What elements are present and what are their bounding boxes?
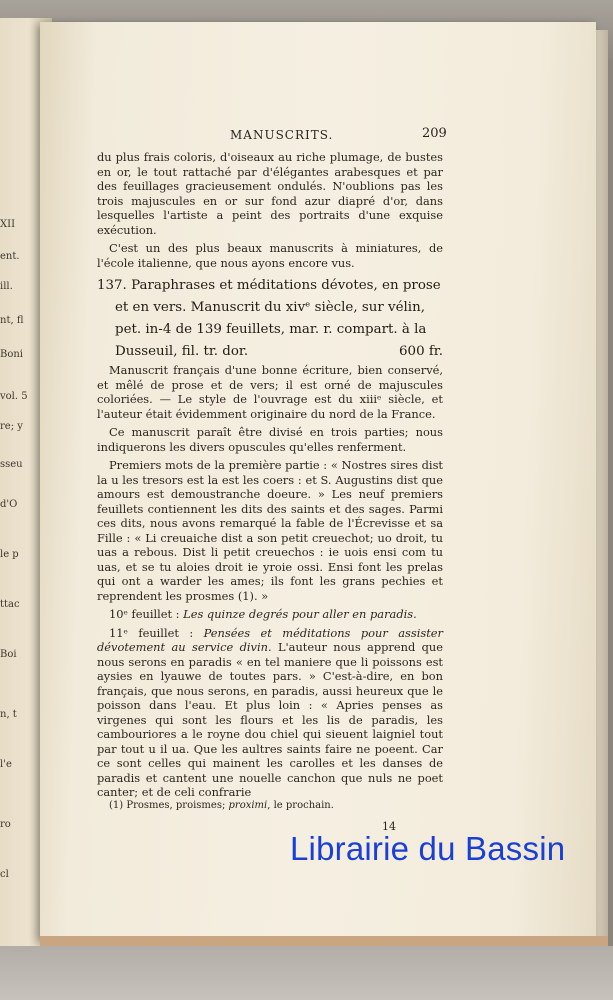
watermark: Librairie du Bassin	[290, 830, 566, 867]
left-page-fragment: ttac	[0, 599, 20, 610]
footnote-italic: proximi	[228, 800, 268, 811]
left-page-fragment: XII	[0, 219, 16, 230]
left-page-fragment: cl	[0, 869, 9, 880]
left-page-fragment: d'O	[0, 499, 18, 510]
left-page-fragment: sseu	[0, 459, 23, 470]
paragraph: du plus frais coloris, d'oiseaux au riche plumage, de bustes en or, le tout rattaché par d'élégantes arabesques et par des feuillages gracieusement ondulés. N'oublions pas les trois majuscules en or sur fond azur diapré d'or, dans lesquelles l'artiste a peint des portraits d'une exquise exécution.	[97, 150, 443, 237]
left-page-fragment: Boni	[0, 349, 24, 360]
entry-price: 600 fr.	[399, 344, 443, 359]
page-bottom-edge	[40, 936, 608, 946]
text-block-top	[97, 150, 443, 270]
feuillet-10	[97, 607, 443, 622]
left-page-fragment: nt, fl	[0, 315, 24, 326]
left-page-fragment: Boi	[0, 649, 17, 660]
signature-mark: 14	[382, 820, 396, 833]
footnote-prefix: (1) Prosmes, proismes;	[109, 800, 229, 811]
feuillet-title: Pensées et méditations pour assister dévotement au service divin.	[97, 625, 443, 654]
left-page-fragment: re; y	[0, 421, 23, 432]
paragraph: C'est un des plus beaux manuscrits à miniatures, de l'école italienne, que nous ayons encore vus.	[97, 241, 443, 270]
left-page-fragment: ill.	[0, 281, 13, 292]
left-page-fragment: le p	[0, 549, 19, 560]
feuillet-label: 10ᵉ feuillet :	[109, 607, 184, 621]
left-page-fragment: n, t	[0, 709, 17, 720]
footnote-suffix: , le prochain.	[267, 800, 334, 811]
paragraph: Premiers mots de la première partie : « Nostres sires dist la u les tresors est la est les coers : et S. Augustins dist que amours est demoustranche doeure. » Les neuf premiers feuillets contiennent les dits des saints et des sages. Parmi ces dits, nous avons remarqué la fable de l'Écrevisse et sa Fille : « Li creuaiche dist a son petit creuechot; uo droit, tu uas a rebous. Dist li petit creuechos : ie uois ensi com tu uas, et se tu aloies droit ie yroie ossi. Ensi font les prelas qui ont a warder les ames; ils font les grans pechies et reprendent les prosmes (1). »	[97, 458, 443, 603]
paragraph: Ce manuscrit paraît être divisé en trois parties; nous indiquerons les divers opuscules qu'elles renferment.	[97, 425, 443, 454]
text-block-main	[97, 363, 443, 800]
left-page-fragment: ent.	[0, 251, 20, 262]
feuillet-title: Les quinze degrés pour aller en paradis.	[183, 607, 417, 621]
catalog-entry	[97, 275, 443, 363]
left-page-fragment: l'e	[0, 759, 12, 770]
feuillet-label: 11ᵉ feuillet :	[109, 625, 204, 640]
footnote	[109, 800, 334, 811]
page-number: 209	[422, 126, 447, 141]
running-head: MANUSCRITS.	[230, 128, 334, 142]
page-fore-edge	[594, 30, 608, 940]
left-page-fragment: vol. 5	[0, 391, 28, 402]
feuillet-11	[97, 626, 443, 800]
paragraph: Manuscrit français d'une bonne écriture, bien conservé, et mêlé de prose et de vers; il est orné de majuscules coloriées. — Le style de l'ouvrage est du xiiiᵉ siècle, et l'auteur était évidemment originaire du nord de la France.	[97, 363, 443, 421]
feuillet-text: L'auteur nous apprend que nous serons en paradis « en tel maniere que li poissons est aysies en lyauwe de toutes pars. » C'est-à-dire, en bon français, que nous serons, en paradis, aussi heureux que le poisson dans l'eau. Et plus loin : « Apries penses as virgenes qui sont les flours et les lis de paradis, les cambouriores a le royne dou chiel qui sieuent laigniel tout par tout u il ua. Que les aultres saints faire ne poeent. Car ce sont celles qui mainent les carolles et les danses de paradis et cantent une nouelle canchon que nuls ne poet canter; et de celi confrarie	[97, 640, 443, 799]
left-page-fragment: ro	[0, 819, 11, 830]
entry-title: 137. Paraphrases et méditations dévotes, en prose et en vers. Manuscrit du xivᵉ siècle, sur vélin, pet. in-4 de 139 feuillets, mar. r. compart. à la Dusseuil, fil. tr. dor.	[97, 278, 441, 359]
entry-heading	[97, 275, 443, 363]
surface	[0, 946, 613, 1000]
